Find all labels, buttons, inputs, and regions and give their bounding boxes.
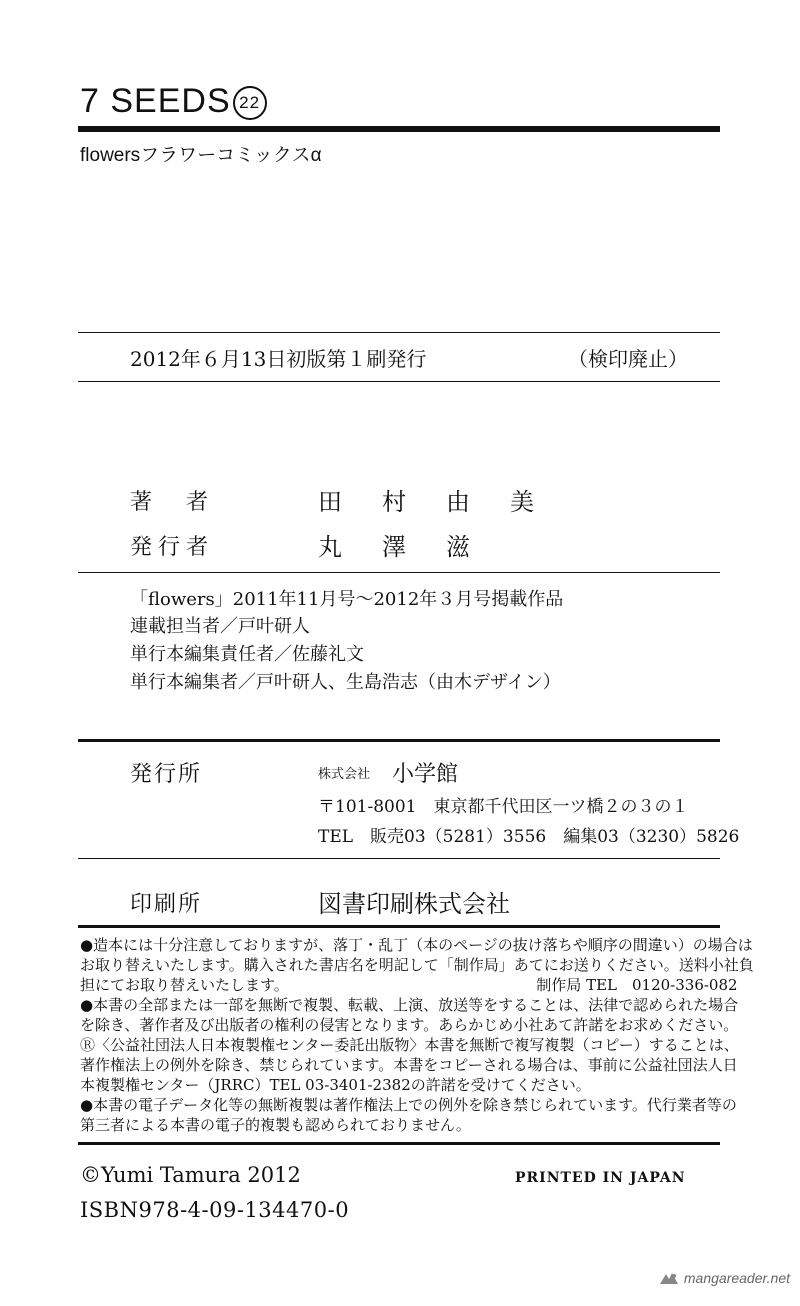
publisher-mid-rule <box>78 858 720 859</box>
isbn: ISBN978-4-09-134470-0 <box>80 1198 350 1222</box>
chief-editor: 単行本編集責任者／佐藤礼文 <box>130 644 364 665</box>
publisher-person-name: 丸澤滋 <box>318 533 510 561</box>
serial-editor: 連載担当者／戸叶研人 <box>130 616 310 637</box>
notices-top-rule <box>78 925 720 928</box>
publisher-address: 〒101-8001 東京都千代田区一ツ橋２の３の１ <box>318 797 689 817</box>
author-role: 著 者 <box>130 490 215 515</box>
printed-in-japan: PRINTED IN JAPAN <box>515 1170 686 1186</box>
publisher-label: 発行所 <box>130 762 203 787</box>
notice-line: ●本書の全部または一部を無断で複製、転載、上演、放送等をすることは、法律で認められた場合 <box>80 996 739 1014</box>
notice-line: 第三者による本書の電子的複製も認められておりません。 <box>80 1116 471 1134</box>
title-rule <box>78 126 720 132</box>
notice-line: Ⓡ〈公益社団法人日本複製権センター委託出版物〉本書を無断で複写複製（コピー）することは、 <box>80 1036 739 1054</box>
notices-bottom-rule <box>78 1142 720 1145</box>
notice-line: 本複製権センター（JRRC）TEL 03-3401-2382の許諾を受けてください。 <box>80 1076 591 1094</box>
printer-name: 図書印刷株式会社 <box>318 890 510 918</box>
notice-line: 著作権法上の例外を除き、禁じられています。本書をコピーされる場合は、事前に公益社団法人日 <box>80 1056 738 1074</box>
book-title <box>80 82 267 121</box>
watermark <box>684 1270 790 1286</box>
volume-number: 22 <box>233 86 267 120</box>
company-prefix: 株式会社 <box>318 767 371 782</box>
volume-editors: 単行本編集者／戸叶研人、生島浩志（由木デザイン） <box>130 672 561 693</box>
publication-date: 2012年６月13日初版第１刷発行 <box>130 347 427 371</box>
notice-line: ●造本には十分注意しておりますが、落丁・乱丁（本のページの抜け落ちや順序の間違い）の場合は <box>80 936 753 954</box>
author-name: 田村由美 <box>318 488 574 516</box>
date-bottom-rule <box>78 381 720 382</box>
company-name: 小学館 <box>392 762 459 787</box>
printer-label: 印刷所 <box>130 892 203 917</box>
watermark-text: mangareader.net <box>683 1270 790 1286</box>
copyright: ©Yumi Tamura 2012 <box>80 1163 301 1187</box>
publisher-top-rule <box>78 739 720 742</box>
notice-line: お取り替えいたします。購入された書店名を明記して「制作局」あてにお送りください。送料小社負 <box>80 956 754 974</box>
seal-note: （検印廃止） <box>568 347 688 371</box>
notice-line: ●本書の電子データ化等の無断複製は著作権法上での例外を除き禁じられています。代行業者等の <box>80 1096 737 1114</box>
credits-rule <box>78 572 720 573</box>
notice-line: 担にてお取り替えいたします。 制作局 TEL 0120-336-082 <box>80 976 738 994</box>
watermark-logo-icon <box>658 1270 680 1288</box>
publisher-person-role: 発行者 <box>130 535 215 560</box>
serialization-note: 「flowers」2011年11月号～2012年３月号掲載作品 <box>130 589 564 610</box>
publisher-phone: TEL 販売03（5281）3556 編集03（3230）5826 <box>318 827 740 847</box>
notice-line: を除き、著作者及び出版者の権利の侵害となります。あらかじめ小社あて許諾をお求めください。 <box>80 1016 739 1034</box>
title-text: 7 SEEDS <box>80 82 231 120</box>
imprint-label: flowersフラワーコミックスα <box>80 145 322 166</box>
date-top-rule <box>78 332 720 333</box>
